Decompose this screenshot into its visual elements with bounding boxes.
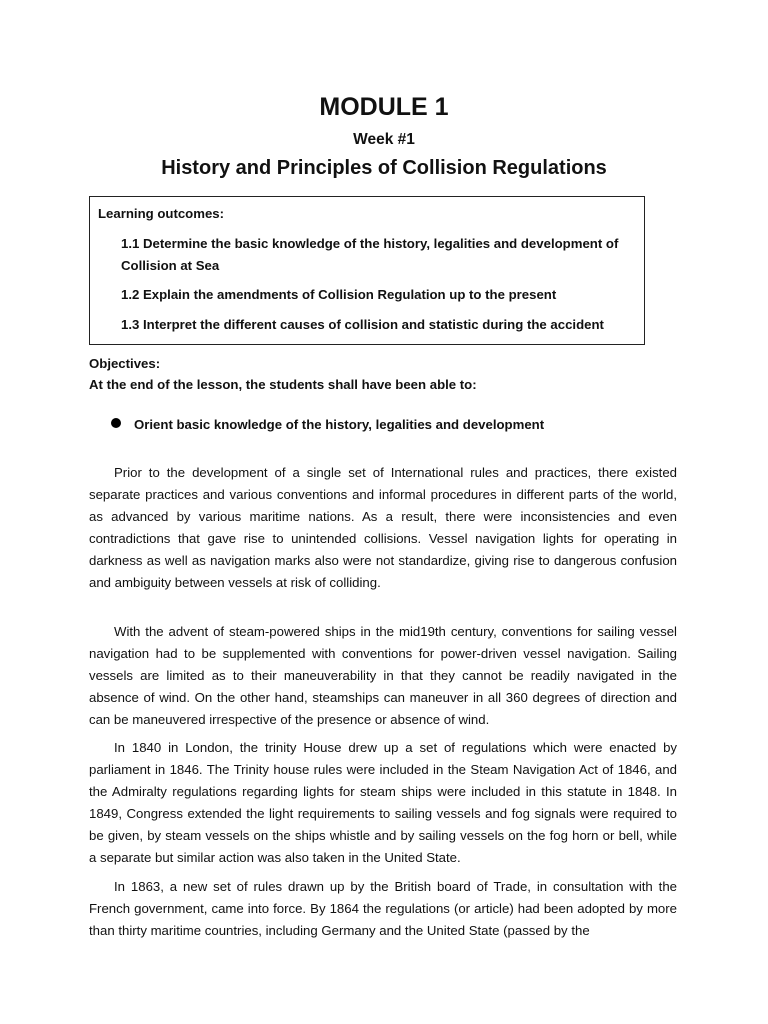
learning-outcome-3: 1.3 Interpret the different causes of collision and statistic during the accident [121, 317, 604, 332]
week-label: Week #1 [353, 131, 415, 148]
body-paragraph-2: With the advent of steam-powered ships in the mid19th century, conventions for sailing vessel navigation had to be supplemented with conventions for power-driven vessel navigation. Sailing vessels are limited as to their maneuverability in that they cannot be readily navigated in the absence of wind. On the other hand, steamships can maneuver in all 360 degrees of direction and can be maneuvered irrespective of the presence or absence of wind. [89, 624, 677, 728]
objectives-intro: At the end of the lesson, the students shall have been able to: [89, 377, 477, 392]
learning-outcomes-box [89, 196, 645, 345]
learning-outcome-1: 1.1 Determine the basic knowledge of the history, legalities and development of Collision at Sea [121, 236, 619, 273]
bullet-icon [111, 418, 121, 428]
learning-outcome-2: 1.2 Explain the amendments of Collision Regulation up to the present [121, 287, 557, 302]
body-paragraph-4: In 1863, a new set of rules drawn up by the British board of Trade, in consultation with the French government, came into force. By 1864 the regulations (or article) had been adopted by more than thirty maritime countries, including Germany and the United State (passed by the [89, 879, 677, 939]
learning-outcomes-heading: Learning outcomes: [98, 206, 225, 221]
body-paragraph-1: Prior to the development of a single set of International rules and practices, there existed separate practices and various conventions and informal procedures in different parts of the world, as advanced by various maritime nations. As a result, there were inconsistencies and even contradictions that gave rise to unintended collisions. Vessel navigation lights for operating in darkness as well as navigation marks also were not standardize, giving rise to dangerous confusion and ambiguity between vessels at risk of colliding. [89, 465, 677, 591]
page-title: History and Principles of Collision Regulations [161, 157, 607, 179]
module-title: MODULE 1 [319, 93, 449, 121]
objective-item: Orient basic knowledge of the history, legalities and development [134, 417, 545, 432]
objectives-label: Objectives: [89, 356, 161, 371]
body-paragraph-3: In 1840 in London, the trinity House drew up a set of regulations which were enacted by parliament in 1846. The Trinity house rules were included in the Steam Navigation Act of 1846, and the Admiralty regulations regarding lights for steam ships were included in this statute in 1848. In 1849, Congress extended the light requirements to sailing vessels and fog signals were required to be given, by steam vessels on the ships whistle and by sailing vessels on the fog horn or bell, while a separate but similar action was also taken in the United State. [89, 740, 677, 866]
